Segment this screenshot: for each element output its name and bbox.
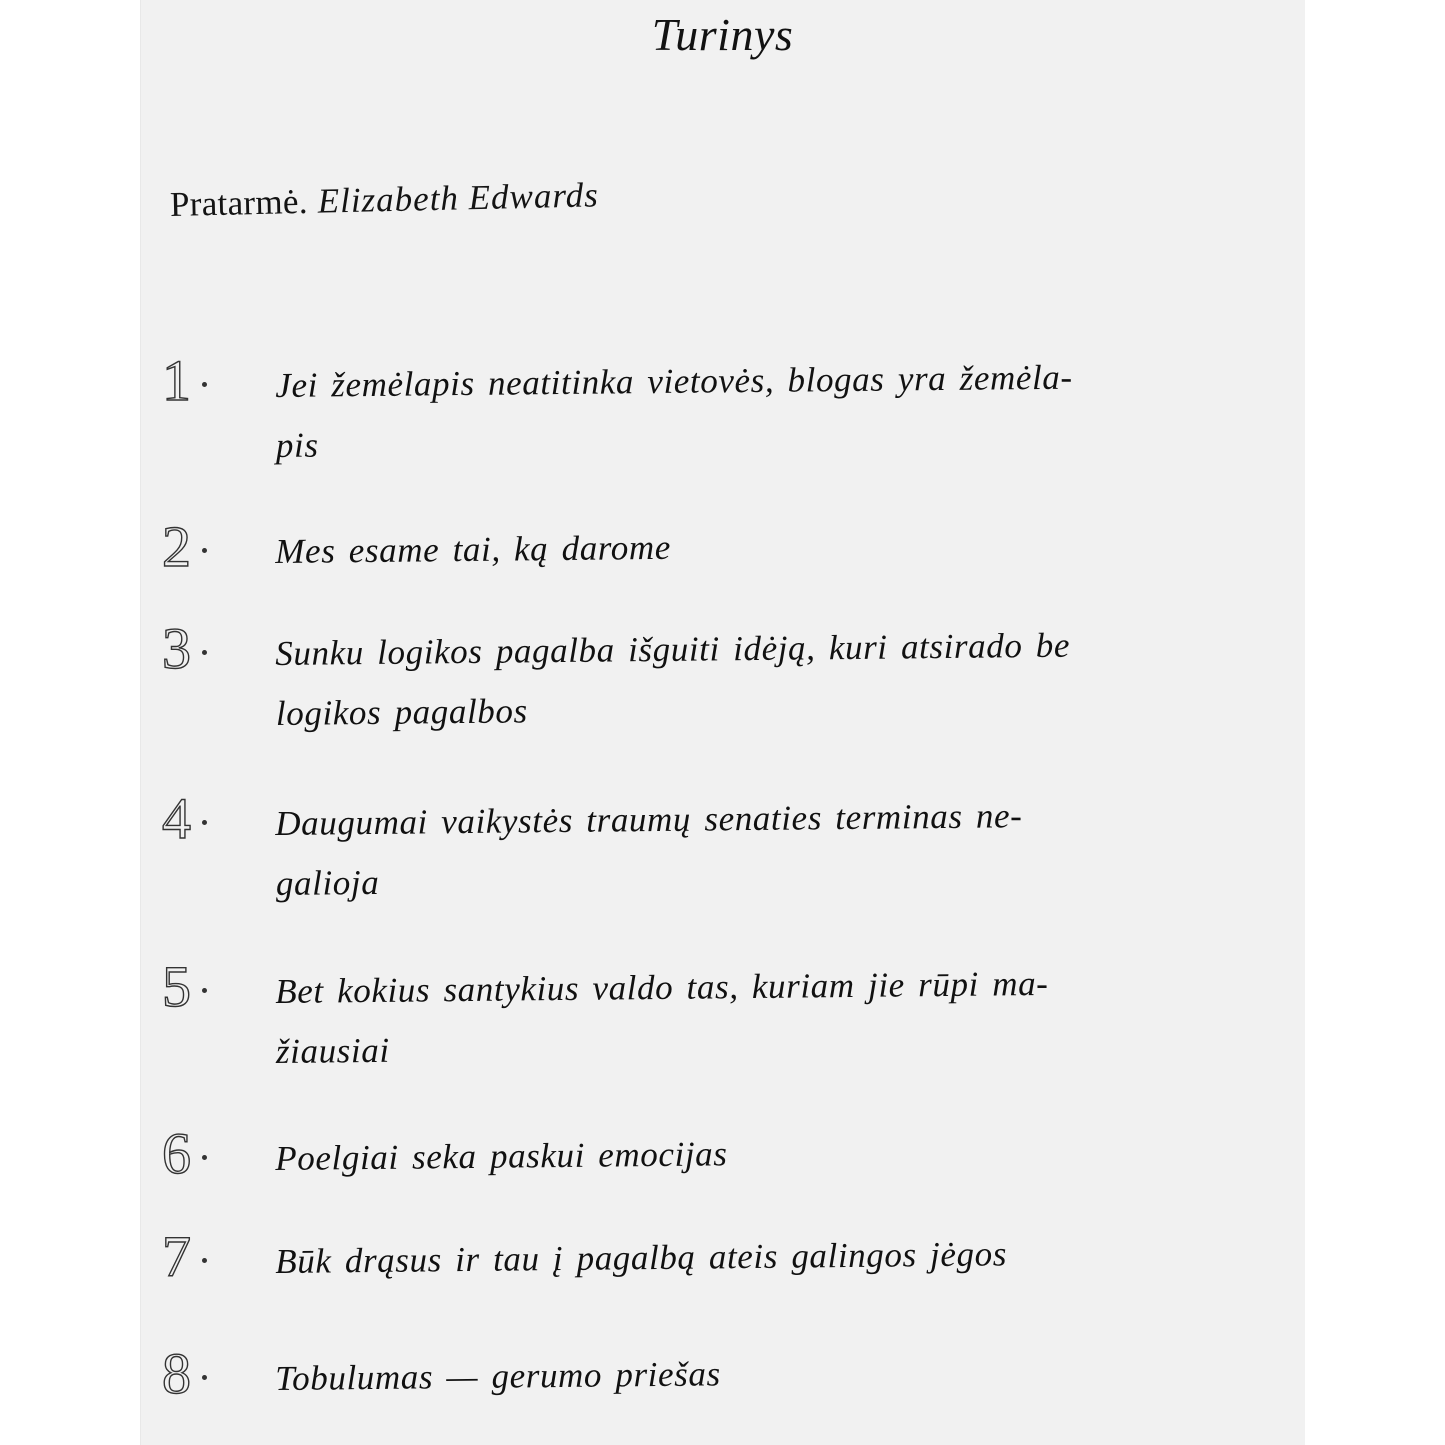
chapter-title: Tobulumas — gerumo priešas xyxy=(275,1354,721,1398)
book-page xyxy=(140,0,1305,1445)
chapter-title: Jei žemėlapis neatitinka vietovės, blogas yra žemėla- pis xyxy=(275,357,1073,465)
chapter-number: 3 xyxy=(162,616,191,681)
chapter-number: 1 xyxy=(162,348,191,413)
chapter-title: Būk drąsus ir tau į pagalbą ateis galingos jėgos xyxy=(275,1234,1008,1281)
chapter-title: Bet kokius santykius valdo tas, kuriam jie rūpi ma- žiausiai xyxy=(275,963,1049,1071)
chapter-title: Daugumai vaikystės traumų senaties terminas ne- galioja xyxy=(275,796,1023,903)
chapter-number-dot xyxy=(202,820,207,825)
chapter-title: Sunku logikos pagalba išguiti idėją, kuri atsirado be logikos pagalbos xyxy=(275,625,1071,733)
chapter-number: 2 xyxy=(162,514,191,579)
chapter-number: 6 xyxy=(162,1121,191,1186)
preface-entry xyxy=(170,175,600,225)
chapter-number-dot xyxy=(202,382,207,387)
chapter-number: 4 xyxy=(162,786,191,851)
chapter-number: 8 xyxy=(162,1341,191,1406)
preface-label: Pratarmė. xyxy=(169,181,309,224)
chapter-number-dot xyxy=(202,1258,207,1263)
page-title: Turinys xyxy=(651,9,794,60)
chapter-number-dot xyxy=(202,548,207,553)
chapter-number-dot xyxy=(202,650,207,655)
chapter-number-dot xyxy=(202,1155,207,1160)
chapter-title: Poelgiai seka paskui emocijas xyxy=(275,1134,728,1178)
chapter-number: 7 xyxy=(162,1224,191,1289)
chapter-number-dot xyxy=(202,1375,207,1380)
chapter-number: 5 xyxy=(162,954,191,1019)
chapter-number-dot xyxy=(202,988,207,993)
preface-author: Elizabeth Edwards xyxy=(317,175,600,221)
chapter-title: Mes esame tai, ką darome xyxy=(275,527,672,571)
